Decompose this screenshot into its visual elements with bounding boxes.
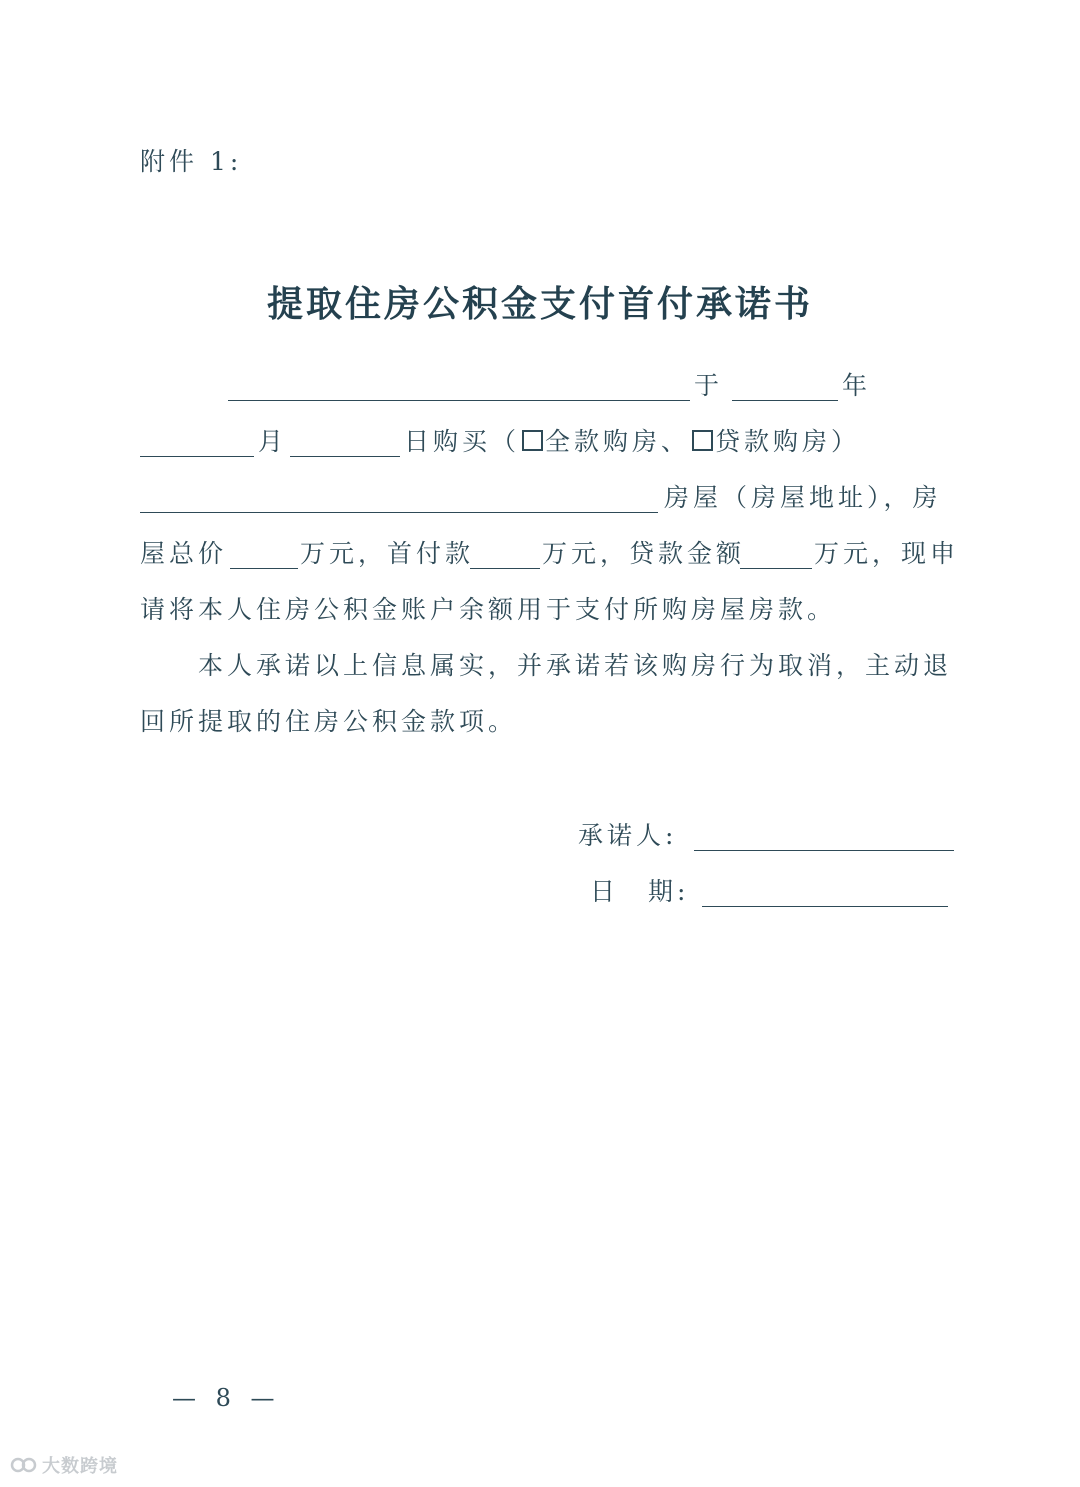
full-payment-checkbox[interactable]	[522, 430, 543, 451]
commitment-text-line1: 本人承诺以上信息属实，并承诺若该购房行为取消，主动退	[198, 651, 953, 680]
watermark-text: 大数跨境	[42, 1456, 118, 1477]
loan-amount-blank[interactable]	[740, 568, 812, 569]
date-label: 日 期:	[590, 877, 690, 906]
loan-payment-checkbox[interactable]	[692, 430, 713, 451]
address-label: 房屋（房屋地址），房	[664, 483, 942, 512]
attachment-label: 附件 1:	[140, 147, 243, 176]
total-price-label: 屋总价	[140, 539, 228, 568]
loan-amount-label: 万元，贷款金额	[542, 539, 746, 568]
loan-payment-label: 贷款购房）	[715, 427, 861, 456]
signer-label: 承诺人:	[578, 821, 678, 850]
page-number: — 8 —	[172, 1384, 281, 1412]
address-blank[interactable]	[140, 512, 658, 513]
year-label: 年	[842, 371, 872, 400]
buyer-name-blank[interactable]	[228, 400, 690, 401]
full-payment-label: 全款购房、	[545, 427, 691, 456]
watermark-logo-icon	[10, 1455, 38, 1475]
yu-label: 于	[694, 371, 724, 400]
down-payment-blank[interactable]	[470, 568, 540, 569]
date-blank[interactable]	[702, 906, 948, 907]
month-label: 月	[258, 427, 288, 456]
month-blank[interactable]	[140, 456, 254, 457]
day-purchase-label: 日购买（	[404, 427, 521, 456]
total-price-blank[interactable]	[230, 568, 298, 569]
down-payment-label: 万元，首付款	[300, 539, 475, 568]
commitment-text-line2: 回所提取的住房公积金款项。	[140, 707, 518, 736]
year-blank[interactable]	[732, 400, 838, 401]
watermark	[10, 1452, 118, 1478]
document-title: 提取住房公积金支付首付承诺书	[266, 283, 813, 325]
signer-blank[interactable]	[694, 850, 954, 851]
day-blank[interactable]	[290, 456, 400, 457]
request-text: 请将本人住房公积金账户余额用于支付所购房屋房款。	[140, 595, 837, 624]
purchase-line	[404, 426, 860, 458]
apply-label: 万元，现申	[814, 539, 960, 568]
